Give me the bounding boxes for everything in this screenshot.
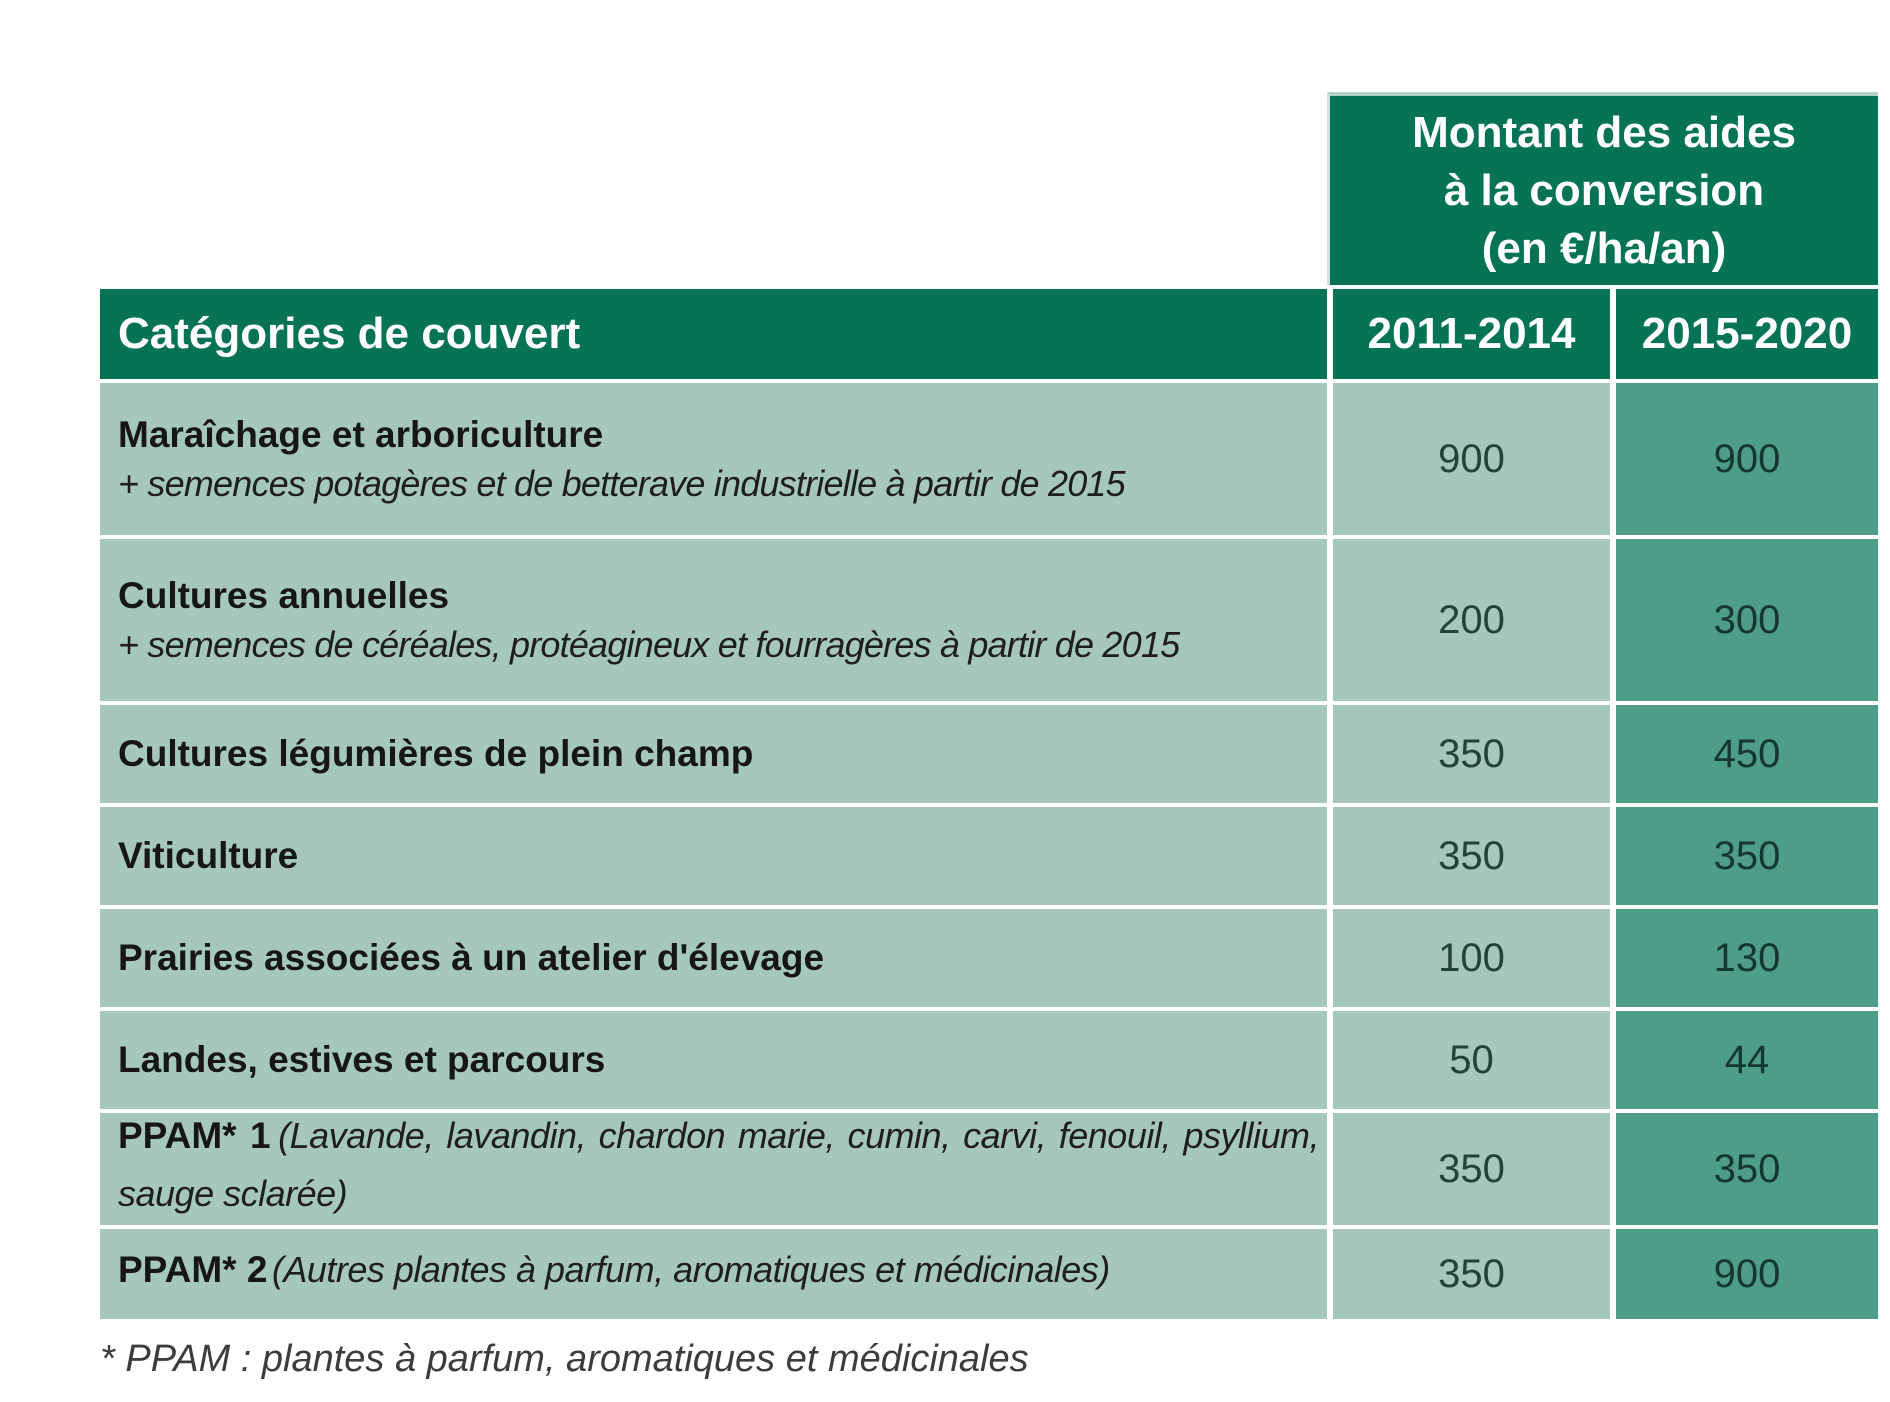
category-note: (Lavande, lavandin, chardon marie, cumin, carvi, fenouil, psyllium, sauge sclarée) <box>118 1115 1319 1214</box>
column-header-2011-2014: 2011-2014 <box>1333 289 1610 379</box>
value-2011: 350 <box>1333 807 1610 905</box>
table-row-category-maraichage <box>100 383 1327 535</box>
category-name: Landes, estives et parcours <box>118 1039 606 1080</box>
value-2011: 350 <box>1333 1229 1610 1319</box>
table-row-category-ppam-1 <box>100 1113 1327 1225</box>
spanner-line-3: (en €/ha/an) <box>1481 223 1727 273</box>
value-2015: 300 <box>1616 539 1878 701</box>
value-2015: 900 <box>1616 383 1878 535</box>
conversion-aid-spanner-header <box>1327 92 1878 285</box>
table-row-category-landes <box>100 1011 1327 1109</box>
category-name: Cultures légumières de plein champ <box>118 733 754 774</box>
category-name: Viticulture <box>118 835 299 876</box>
ppam-footnote: * PPAM : plantes à parfum, aromatiques et médicinales <box>100 1338 1029 1380</box>
category-note: (Autres plantes à parfum, aromatiques et médicinales) <box>271 1249 1110 1290</box>
table-row-category-ppam-2 <box>100 1229 1327 1319</box>
column-header-2015-2020: 2015-2020 <box>1616 289 1878 379</box>
value-2015: 350 <box>1616 1113 1878 1225</box>
column-header-category: Catégories de couvert <box>100 289 1327 379</box>
value-2015: 44 <box>1616 1011 1878 1109</box>
spanner-line-2: à la conversion <box>1443 165 1765 215</box>
category-text <box>118 1111 1319 1227</box>
value-2011: 350 <box>1333 705 1610 803</box>
category-name: Prairies associées à un atelier d'élevage <box>118 937 825 978</box>
category-note: + semences de céréales, protéagineux et fourragères à partir de 2015 <box>118 624 1180 665</box>
conversion-aid-table <box>100 289 1878 1319</box>
category-note: + semences potagères et de betterave industrielle à partir de 2015 <box>118 463 1125 504</box>
value-2015: 450 <box>1616 705 1878 803</box>
table-row-category-viticulture <box>100 807 1327 905</box>
value-2011: 100 <box>1333 909 1610 1007</box>
spanner-line-1: Montant des aides <box>1412 107 1796 157</box>
table-row-category-prairies <box>100 909 1327 1007</box>
value-2015: 130 <box>1616 909 1878 1007</box>
value-2015: 350 <box>1616 807 1878 905</box>
category-name: Cultures annuelles <box>118 575 450 616</box>
value-2011: 200 <box>1333 539 1610 701</box>
category-text <box>118 1245 1319 1303</box>
category-name: PPAM* 1 <box>118 1115 271 1156</box>
value-2011: 50 <box>1333 1011 1610 1109</box>
category-name: Maraîchage et arboriculture <box>118 414 604 455</box>
value-2011: 900 <box>1333 383 1610 535</box>
table-row-category-cultures-legumieres <box>100 705 1327 803</box>
table-row-category-cultures-annuelles <box>100 539 1327 701</box>
value-2011: 350 <box>1333 1113 1610 1225</box>
value-2015: 900 <box>1616 1229 1878 1319</box>
category-name: PPAM* 2 <box>118 1249 268 1290</box>
